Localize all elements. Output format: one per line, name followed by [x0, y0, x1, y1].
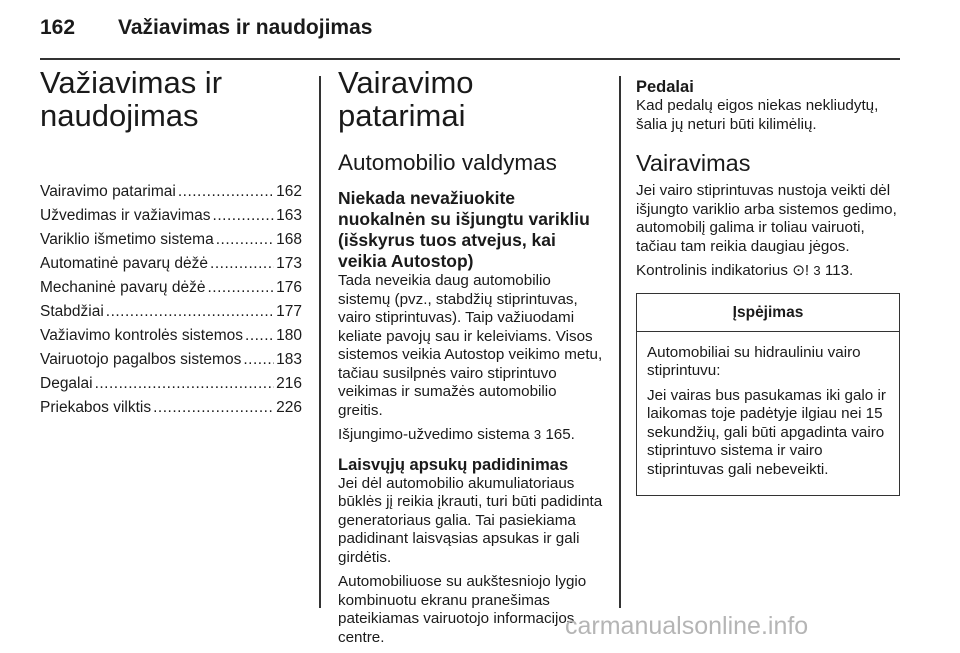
warning-paragraph-1: Automobiliai su hidrauliniu vairo stiprintuvu: [647, 343, 861, 379]
table-of-contents [40, 180, 302, 420]
toc-entry[interactable] [40, 204, 302, 228]
toc-entry-label: Priekabos vilktis [40, 399, 152, 416]
toc-leader-dots [207, 276, 274, 300]
toc-leader-dots [243, 348, 274, 372]
page-number: 162 [40, 16, 76, 39]
toc-leader-dots [245, 324, 274, 348]
toc-entry-label: Stabdžiai [40, 303, 104, 320]
toc-entry-label: Vairavimo patarimai [40, 183, 176, 200]
column-divider-2 [619, 76, 621, 608]
toc-entry-label: Variklio išmetimo sistema [40, 231, 214, 248]
chapter-title: Važiavimas ir naudojimas [118, 16, 373, 39]
warning-title: Įspėjimas [637, 294, 899, 332]
toc-leader-dots [153, 396, 274, 420]
toc-entry[interactable] [40, 348, 302, 372]
toc-entry-page: 173 [276, 255, 302, 272]
toc-entry[interactable] [40, 372, 302, 396]
warning-body [637, 332, 899, 496]
toc-entry-page: 183 [276, 351, 302, 368]
toc-entry-page: 162 [276, 183, 302, 200]
toc-leader-dots [178, 180, 274, 204]
chapter-heading-line1: Važiavimas ir [40, 65, 223, 100]
toc-entry-label: Automatinė pavarų dėžė [40, 255, 209, 272]
chapter-heading-line2: naudojimas [40, 98, 199, 133]
pedals-steering-column [636, 66, 900, 496]
header-divider [40, 58, 900, 60]
toc-entry-page: 163 [276, 207, 302, 224]
toc-leader-dots [213, 204, 275, 228]
subsection-title: Automobilio valdymas [338, 150, 557, 175]
heading-never-coast: Niekada nevažiuokite nuokalnėn su išjungtu varikliu (išskyrus tuos atvejus, kai veikia Autostop) [338, 188, 590, 271]
ref-text: Išjungimo-užvedimo sistema [338, 426, 530, 443]
toc-entry-label: Mechaninė pavarų dėžė [40, 279, 206, 296]
toc-entry-label: Važiavimo kontrolės sistemos [40, 327, 244, 344]
section-title: Vairavimo patarimai [338, 65, 474, 133]
watermark: carmanualsonline.info [565, 612, 809, 640]
chapter-heading [40, 66, 302, 132]
column-divider-1 [319, 76, 321, 608]
toc-entry-page: 226 [276, 399, 302, 416]
toc-entry[interactable] [40, 252, 302, 276]
toc-entry-page: 180 [276, 327, 302, 344]
paragraph-systems: Tada neveikia daug automobilio sistemų (pvz., stabdžių stiprintuvas, vairo stiprintuvas). Taip važiuodami keliate pavojų sau ir keleiviams. Visos sistemos veikia Autostop veikimo metu, tačiau susilpnės vairo stiprintuvo veikimas ir sumažės automobilio greitis. [338, 272, 603, 419]
toc-entry[interactable] [40, 324, 302, 348]
warning-box [636, 293, 900, 497]
page-ref[interactable]: 165. [545, 426, 575, 443]
indicator-text: Kontrolinis indikatorius [636, 262, 788, 279]
toc-entry-page: 176 [276, 279, 302, 296]
toc-leader-dots [106, 300, 274, 324]
toc-entry-page: 168 [276, 231, 302, 248]
heading-steering: Vairavimas [636, 150, 751, 176]
toc-entry-page: 216 [276, 375, 302, 392]
page-header [40, 16, 900, 56]
toc-entry[interactable] [40, 396, 302, 420]
paragraph-pedals: Kad pedalų eigos niekas nekliudytų, šalia jų neturi būti kilimėlių. [636, 97, 879, 133]
heading-idle-speed: Laisvųjų apsukų padidinimas [338, 455, 569, 474]
toc-entry[interactable] [40, 228, 302, 252]
toc-entry[interactable] [40, 300, 302, 324]
toc-entry-label: Degalai [40, 375, 93, 392]
paragraph-indicator [636, 262, 900, 281]
toc-leader-dots [95, 372, 275, 396]
toc-entry[interactable] [40, 180, 302, 204]
paragraph-steering: Jei vairo stiprintuvas nustoja veikti dėl išjungto variklio arba sistemos gedimo, automobilį galima ir toliau vairuoti, tačiau tam reikia daugiau jėgos. [636, 182, 897, 255]
toc-entry-label: Vairuotojo pagalbos sistemos [40, 351, 242, 368]
toc-entry-page: 177 [276, 303, 302, 320]
page-ref[interactable]: 113. [824, 262, 854, 279]
driving-tips-column [338, 66, 603, 653]
heading-pedals: Pedalai [636, 78, 694, 96]
toc-entry[interactable] [40, 276, 302, 300]
toc-leader-dots [216, 228, 274, 252]
page-ref-arrow-icon: 3 [533, 427, 542, 442]
page-ref-arrow-icon: 3 [813, 263, 821, 278]
paragraph-info-centre: Automobiliuose su aukštesniojo lygio kombinuotu ekranu pranešimas pateikiamas vairuotojo informacijos centre. [338, 573, 587, 646]
warning-paragraph-2: Jei vairas bus pasukamas iki galo ir laikomas toje padėtyje ilgiau nei 15 sekundžių, gali būti apgadinta vairo stiprintuvo sistema ir vairo stiprintuvas gali nebeveikti. [647, 386, 886, 478]
toc-entry-label: Užvedimas ir važiavimas [40, 207, 211, 224]
paragraph-stop-start-ref [338, 426, 603, 445]
paragraph-idle-speed: Jei dėl automobilio akumuliatoriaus būklės jį reikia įkrauti, turi būti padidinta generatoriaus galia. Tai pasiekiama padidinant laisvąsias apsukas ir gali girdėtis. [338, 474, 603, 566]
toc-leader-dots [210, 252, 274, 276]
contents-column [40, 66, 302, 420]
power-steering-warning-icon: ⊙! [792, 262, 810, 279]
